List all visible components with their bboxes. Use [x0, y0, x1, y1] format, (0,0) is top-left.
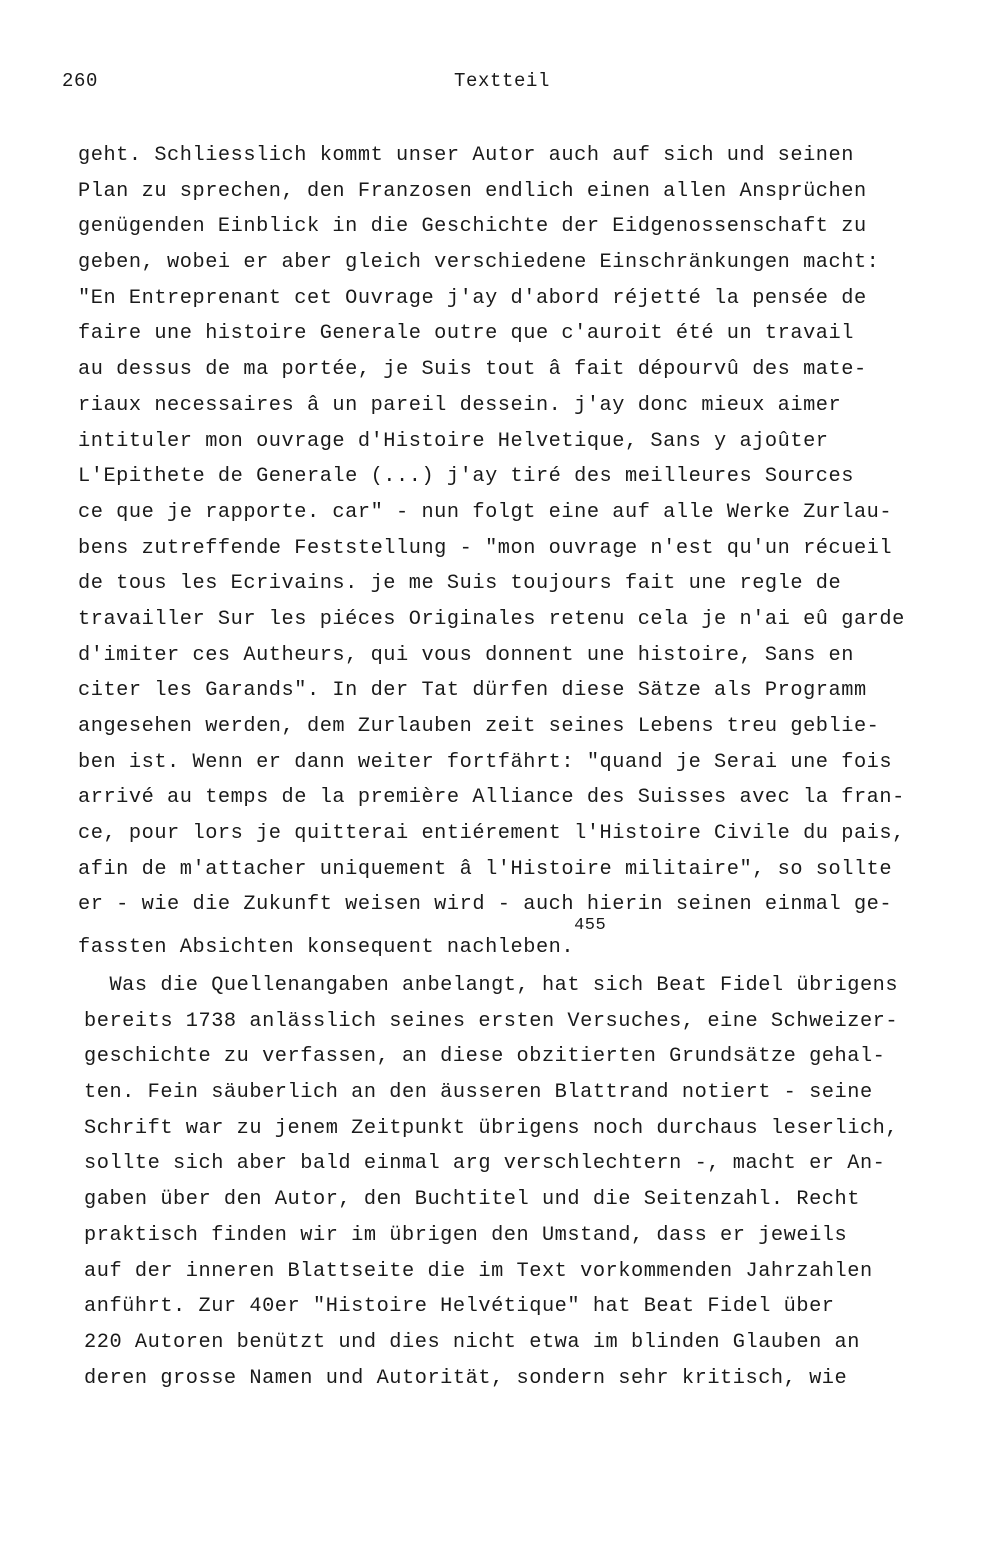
- text-line: angesehen werden, dem Zurlauben zeit seines Lebens treu geblie-: [78, 715, 880, 738]
- text-line: geschichte zu verfassen, an diese obzitierten Grundsätze gehal-: [84, 1045, 886, 1069]
- page-number: 260: [62, 70, 99, 92]
- text-line: intituler mon ouvrage d'Histoire Helvetique, Sans y ajoûter: [78, 429, 829, 453]
- text-line: geben, wobei er aber gleich verschiedene Einschränkungen macht:: [78, 251, 880, 275]
- text-line: anführt. Zur 40er "Histoire Helvétique" hat Beat Fidel über: [84, 1295, 835, 1319]
- text-line: de tous les Ecrivains. je me Suis toujours fait une regle de: [78, 572, 842, 596]
- paragraph: [78, 138, 905, 959]
- text-line: 220 Autoren benützt und dies nicht etwa im blinden Glauben an: [84, 1330, 860, 1354]
- text-line: L'Epithete de Generale (...) j'ay tiré des meilleures Sources: [78, 465, 854, 489]
- text-line: genügenden Einblick in die Geschichte der Eidgenossenschaft zu: [78, 215, 867, 239]
- text-line: auf der inneren Blattseite die im Text vorkommenden Jahrzahlen: [84, 1259, 873, 1283]
- text-line: "En Entreprenant cet Ouvrage j'ay d'abord réjetté la pensée de: [78, 286, 867, 310]
- text-line: ben ist. Wenn er dann weiter fortfährt: "quand je Serai une fois: [78, 750, 893, 774]
- text-line: Plan zu sprechen, den Franzosen endlich einen allen Ansprüchen: [78, 179, 867, 203]
- text-line: bens zutreffende Feststellung - "mon ouvrage n'est qu'un récueil: [78, 536, 893, 560]
- text-line: riaux necessaires â un pareil dessein. j'ay donc mieux aimer: [78, 393, 842, 417]
- text-line: ce que je rapporte. car" - nun folgt eine auf alle Werke Zurlau-: [78, 500, 893, 524]
- page-header: [60, 70, 940, 100]
- text-line: ce, pour lors je quitterai entiérement l'Histoire Civile du pais,: [78, 822, 905, 846]
- text-line: d'imiter ces Autheurs, qui vous donnent une histoire, Sans en: [78, 643, 854, 667]
- text-line: deren grosse Namen und Autorität, sondern sehr kritisch, wie: [84, 1366, 848, 1390]
- text-line: au dessus de ma portée, je Suis tout â fait dépourvû des mate-: [78, 358, 867, 382]
- text-line: bereits 1738 anlässlich seines ersten Versuches, eine Schweizer-: [84, 1009, 899, 1033]
- text-line: ten. Fein säuberlich an den äusseren Blattrand notiert - seine: [84, 1081, 873, 1105]
- last-text-line: [78, 916, 905, 959]
- text-line: gaben über den Autor, den Buchtitel und die Seitenzahl. Recht: [84, 1188, 860, 1212]
- paragraph: [84, 968, 898, 1396]
- running-head: Textteil: [454, 70, 551, 92]
- text-line: afin de m'attacher uniquement â l'Histoire militaire", so sollte: [78, 857, 893, 881]
- text-line: Was die Quellenangaben anbelangt, hat sich Beat Fidel übrigens: [84, 974, 899, 997]
- text-line: praktisch finden wir im übrigen den Umstand, dass er jeweils: [84, 1223, 848, 1247]
- text-line: er - wie die Zukunft weisen wird - auch hierin seinen einmal ge-: [78, 893, 893, 917]
- text-line: Schrift war zu jenem Zeitpunkt übrigens noch durchaus leserlich,: [84, 1116, 899, 1140]
- text-line: fassten Absichten konsequent nachleben.: [78, 935, 575, 959]
- text-line: faire une histoire Generale outre que c'auroit été un travail: [78, 322, 854, 346]
- text-line: citer les Garands". In der Tat dürfen diese Sätze als Programm: [78, 679, 867, 703]
- footnote-reference[interactable]: 455: [574, 916, 607, 936]
- text-line: travailler Sur les piéces Originales retenu cela je n'ai eû garde: [78, 607, 905, 631]
- text-line: arrivé au temps de la première Alliance des Suisses avec la fran-: [78, 786, 905, 810]
- text-line: geht. Schliesslich kommt unser Autor auch auf sich und seinen: [78, 144, 854, 167]
- text-line: sollte sich aber bald einmal arg verschlechtern -, macht er An-: [84, 1152, 886, 1176]
